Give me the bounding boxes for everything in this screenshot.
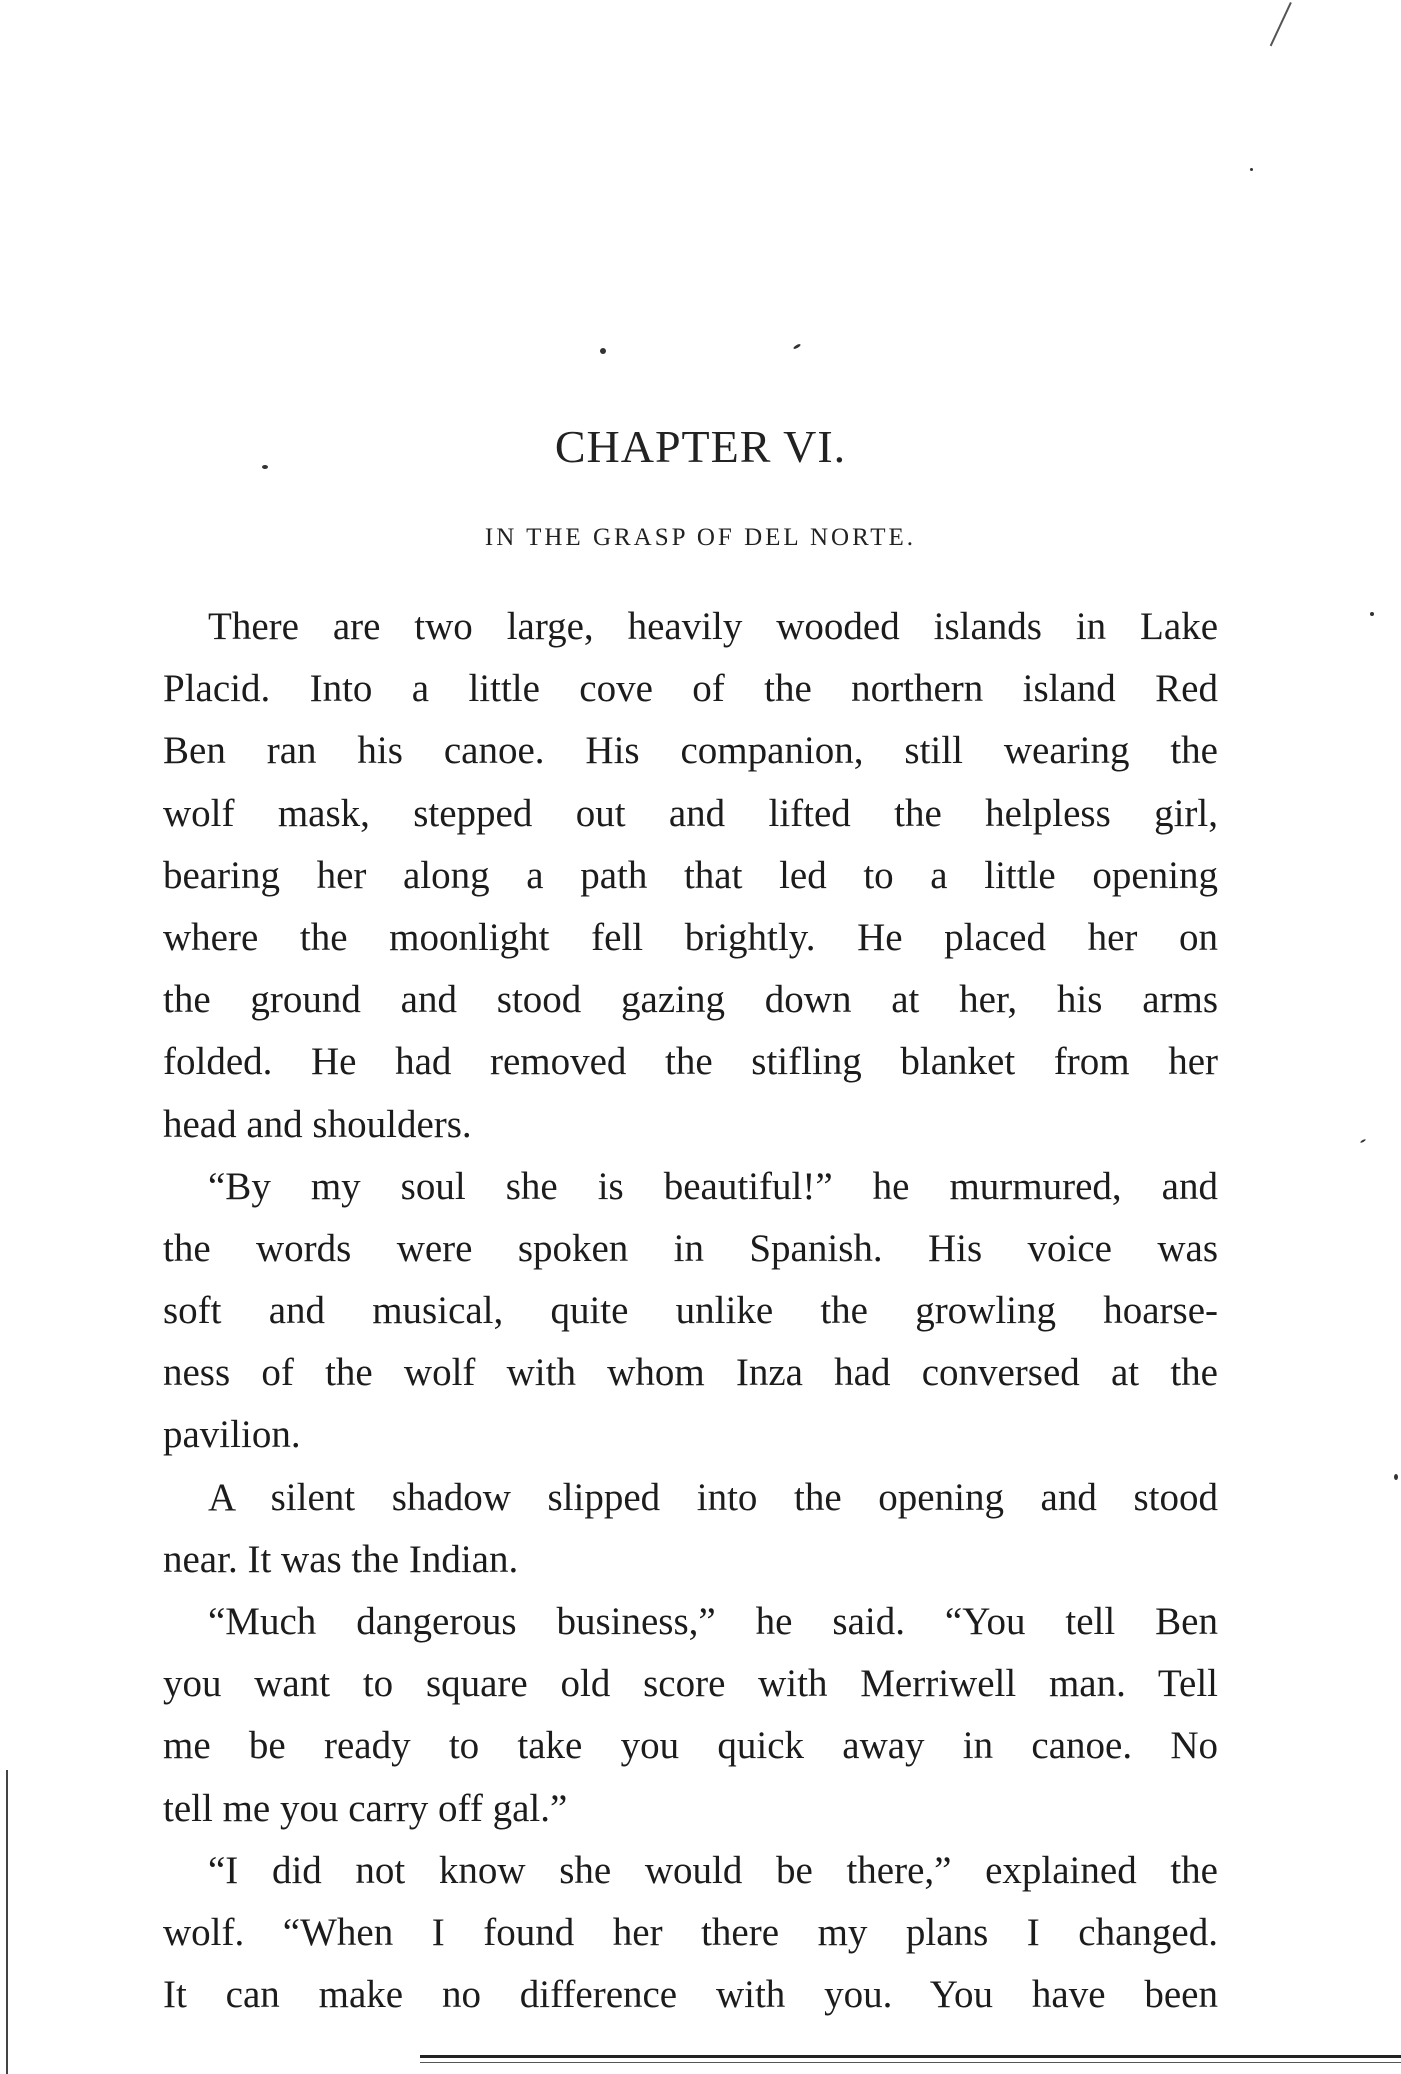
text-line: wolf. “When I found her there my plans I changed. xyxy=(163,1910,1218,1954)
text-line: you want to square old score with Merriwell man. Tell xyxy=(163,1662,1218,1706)
text-line: where the moonlight fell brightly. He placed her on xyxy=(163,915,1218,959)
body-text xyxy=(163,596,1218,2026)
text-line: “Much dangerous business,” he said. “You tell Ben xyxy=(208,1600,1218,1643)
scan-speck xyxy=(1370,612,1374,616)
text-line: soft and musical, quite unlike the growling hoarse- xyxy=(163,1289,1218,1333)
text-line: “I did not know she would be there,” explained the xyxy=(208,1848,1218,1892)
scan-speck xyxy=(1250,168,1253,171)
text-line: near. It was the Indian. xyxy=(163,1537,519,1581)
text-line: It can make no difference with you. You have been xyxy=(163,1973,1218,2017)
scan-speck xyxy=(793,343,801,350)
page-bottom-rule xyxy=(420,2055,1401,2058)
chapter-heading: CHAPTER VI. xyxy=(554,421,847,472)
text-line: me be ready to take you quick away in canoe. No xyxy=(163,1724,1218,1768)
text-line: pavilion. xyxy=(163,1413,301,1457)
text-line: the ground and stood gazing down at her, his arms xyxy=(163,978,1218,1022)
scan-speck xyxy=(1360,1139,1366,1144)
text-line: A silent shadow slipped into the opening and stood xyxy=(208,1475,1218,1519)
text-line: wolf mask, stepped out and lifted the helpless girl, xyxy=(163,791,1218,835)
text-line: the words were spoken in Spanish. His voice was xyxy=(163,1226,1218,1270)
text-line: Ben ran his canoe. His companion, still wearing the xyxy=(163,729,1218,773)
scan-speck xyxy=(600,348,606,354)
text-line: folded. He had removed the stifling blanket from her xyxy=(163,1040,1218,1084)
page-bottom-rule-thin xyxy=(420,2062,1401,2063)
text-line: “By my soul she is beautiful!” he murmured, and xyxy=(208,1164,1218,1208)
text-line: Placid. Into a little cove of the northern island Red xyxy=(163,667,1218,711)
text-line: There are two large, heavily wooded islands in Lake xyxy=(208,605,1218,648)
text-line: tell me you carry off gal.” xyxy=(163,1786,568,1830)
text-line: ness of the wolf with whom Inza had conversed at the xyxy=(163,1351,1218,1395)
scan-speck xyxy=(1394,1474,1398,1480)
scan-mark xyxy=(1270,2,1292,46)
chapter-subtitle: IN THE GRASP OF DEL NORTE. xyxy=(484,524,917,551)
text-line: head and shoulders. xyxy=(163,1102,472,1146)
text-line: bearing her along a path that led to a little opening xyxy=(163,853,1218,897)
scan-margin-edge xyxy=(6,1770,8,2074)
